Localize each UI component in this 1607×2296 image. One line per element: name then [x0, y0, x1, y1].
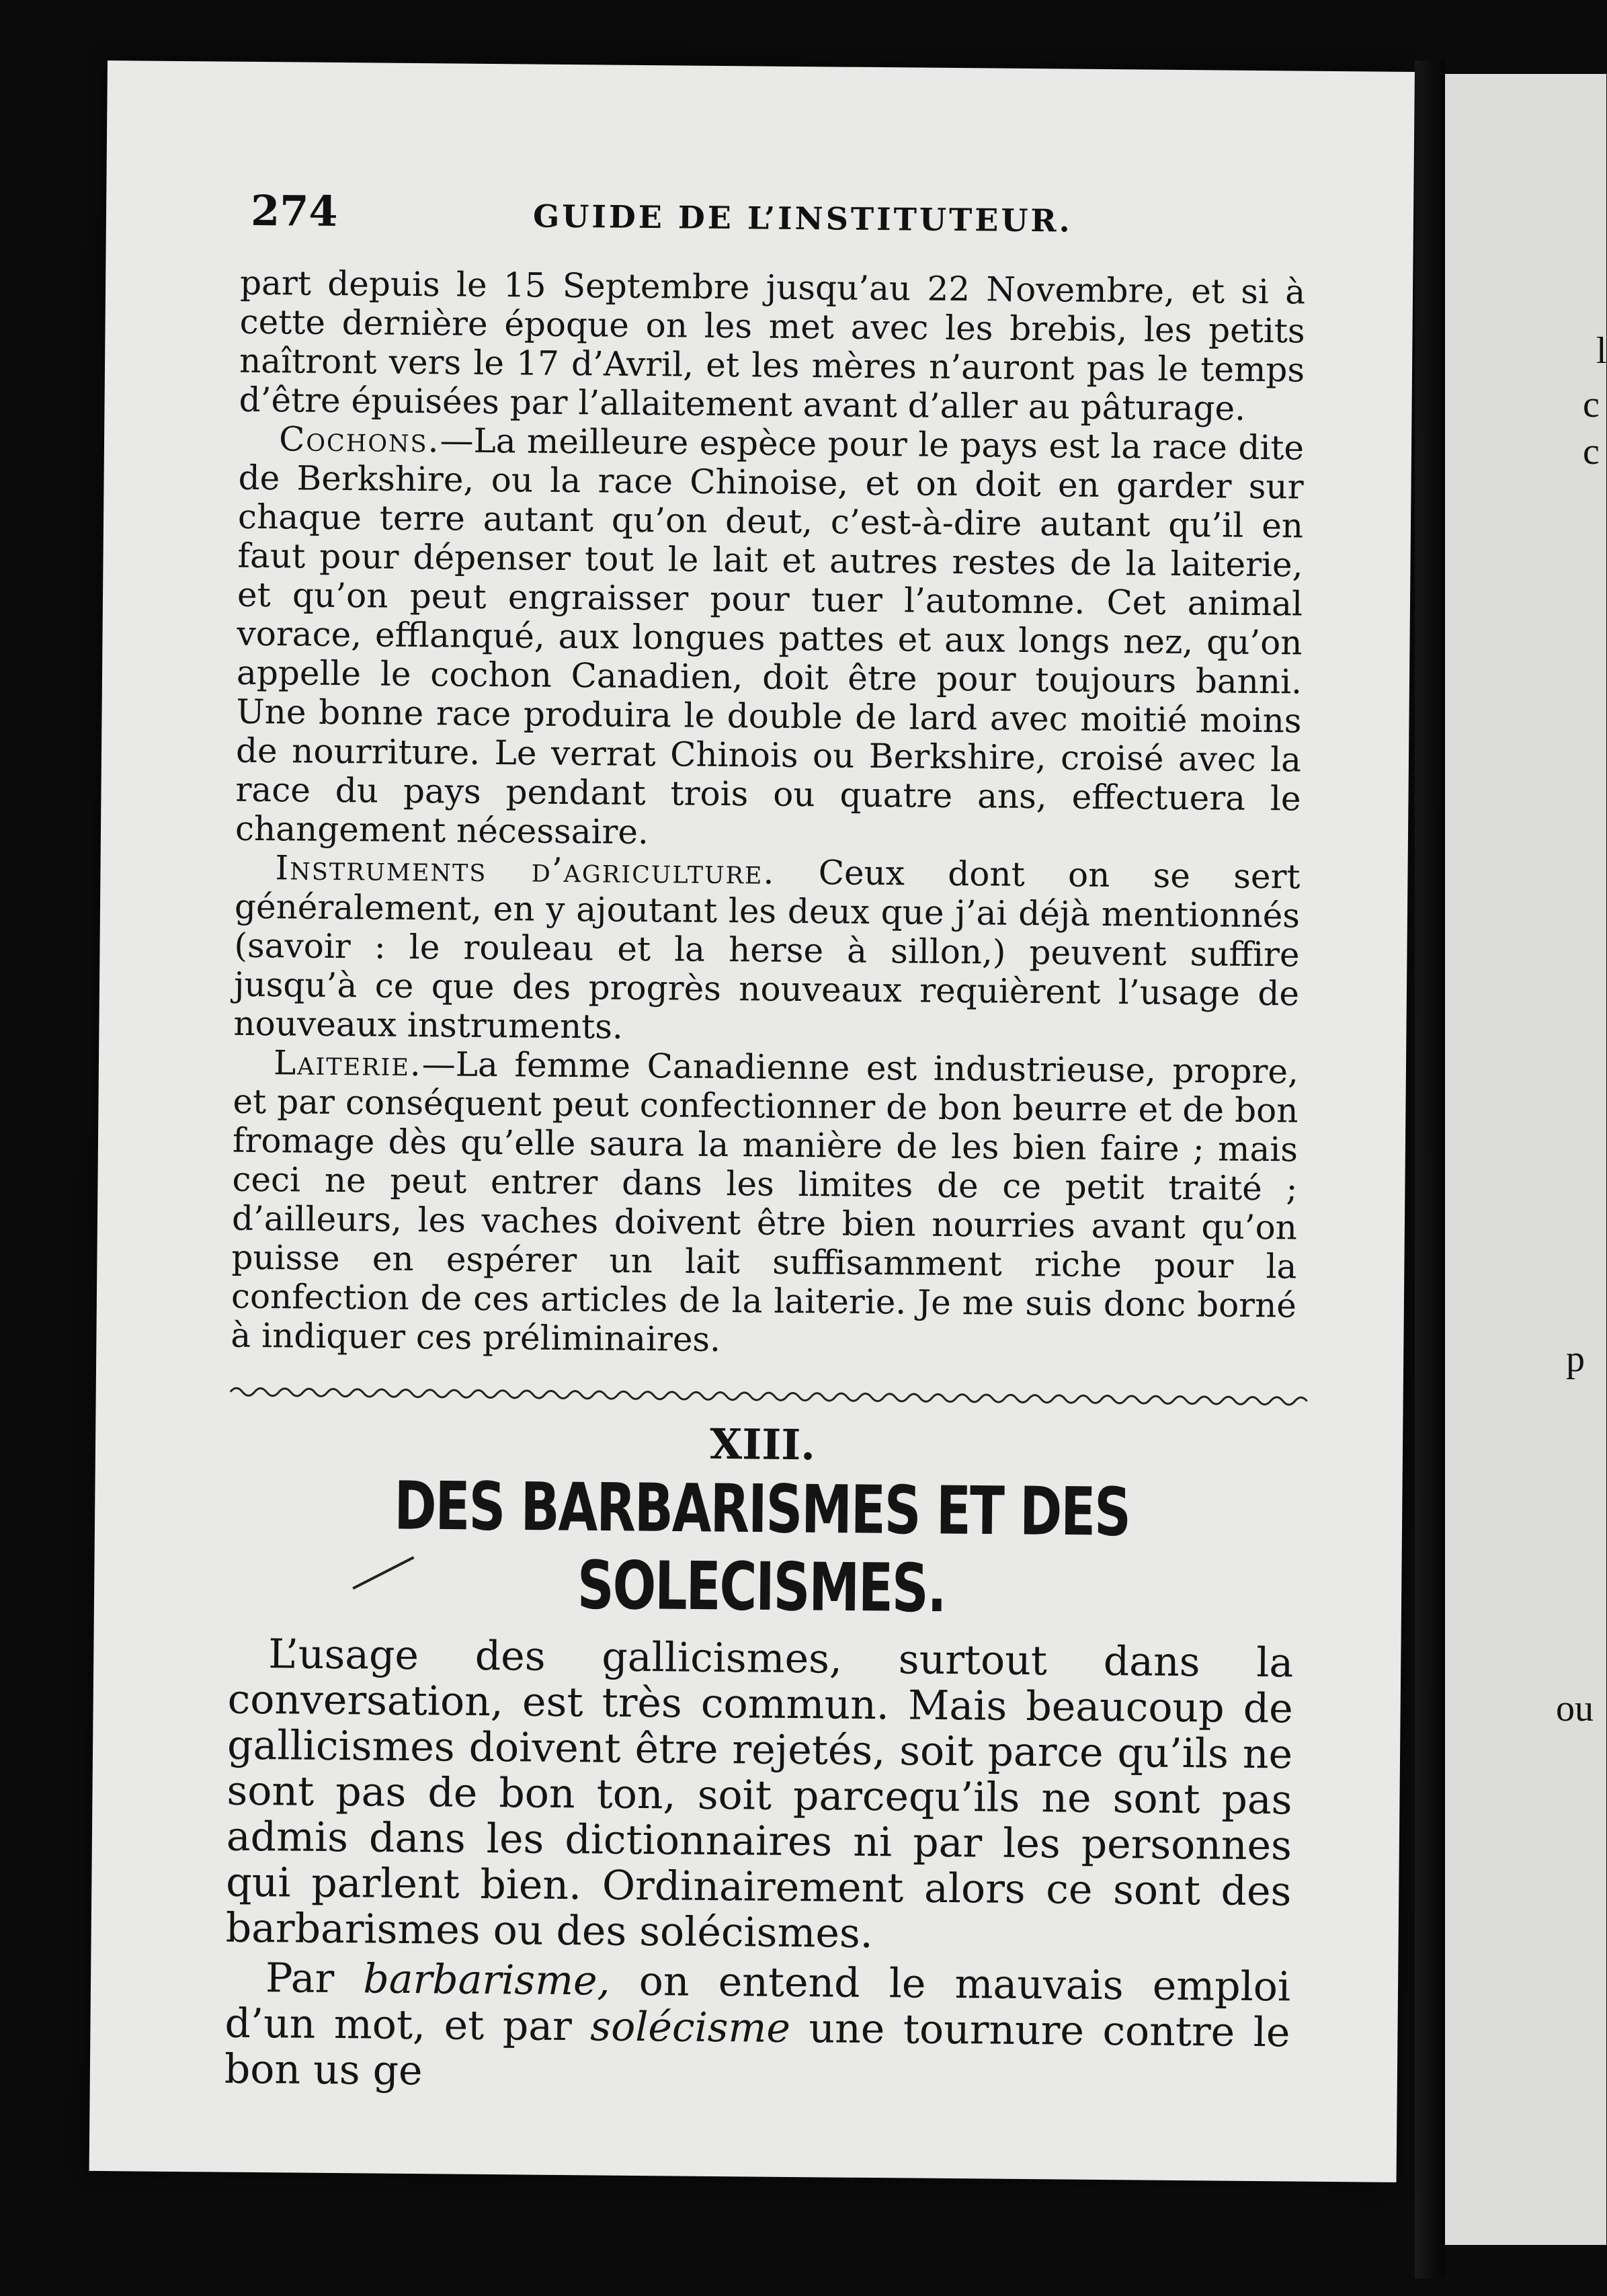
paragraph-pigs: [235, 419, 1305, 858]
paragraph-gallicisms: L’usage des gallicismes, surtout dans la conversation, est très commun. Mais beaucoup de gallicismes doivent être rejetés, soit parce qu’ils ne sont pas de bon ton, soit parcequ’ils ne sont pas admis dans les dictionnaires ni par les personnes qui parlent bien. Ordinairement alors ce sont des barbarismes ou des solécismes.: [225, 1631, 1294, 1958]
paragraph-text: —La meilleure espèce pour le pays est la race dite de Berkshire, ou la race Chinoise, et on doit en garder sur chaque terre autant qu’on deut, c’est-à-dire autant qu’il en faut pour dépenser tout le lait et autres restes de la laiterie, et qu’on peut engraisser pour tuer l’automne. Cet animal vorace, efflanqué, aux longues pattes et aux longs nez, qu’on appelle le cochon Canadien, doit être pour toujours banni. Une bonne race produira le double de lard avec moitié moins de nourriture. Le verrat Chinois ou Berkshire, croisé avec la race du pays pendant trois ou quatre ans, effectuera le changement nécessaire.: [235, 421, 1305, 852]
paragraph-sheep-continued: part depuis le 15 Septembre jusqu’au 22 Novembre, et si à cette dernière époque on les met avec les brebis, les petits naîtront vers le 17 d’Avril, et les mères n’auront pas le temps d’être épuisées par l’allaitement avant d’aller au pâturage.: [239, 263, 1306, 428]
adjacent-page-fragment: p: [1566, 1338, 1585, 1380]
section-livestock: [231, 263, 1305, 1364]
section-barbarisms: [224, 1631, 1294, 2102]
paragraph-definitions: [224, 1955, 1291, 2102]
paragraph-text: on entend le mauvais emploi d’un mot, et par: [224, 1957, 1291, 2051]
book-page: [89, 60, 1415, 2182]
paragraph-text: —La femme Canadienne est industrieuse, propre, et par conséquent peut confectionner de bon beurre et de bon fromage dès qu’elle saura la manière de les bien faire ; mais ceci ne peut entrer dans les limites de ce petit traité ; d’ailleurs, les vaches doivent être bien nourries avant qu’on puisse en espérer un lait suffisamment riche pour la confection de ces articles de la laiterie. Je me suis donc borné à indiquer ces préliminaires.: [231, 1044, 1299, 1360]
chapter-title: DES BARBARISMES ET DES SOLECISMES.: [394, 1467, 1130, 1627]
wavy-section-divider: [231, 1382, 1296, 1411]
chapter-number: XIII.: [709, 1419, 816, 1470]
paragraph-instruments: [233, 848, 1300, 1053]
book-gutter-shadow: [1415, 60, 1445, 2279]
paragraph-text: une tournure contre le bon us ge: [224, 2004, 1290, 2095]
running-head: GUIDE DE L’INSTITUTEUR.: [532, 198, 1073, 239]
adjacent-page-fragment: l: [1596, 330, 1607, 372]
term-barbarisme: barbarisme,: [363, 1955, 610, 2005]
page-number: 274: [250, 186, 338, 236]
page-body: [224, 263, 1306, 2102]
paragraph-heading: Instruments d’agriculture.: [275, 848, 776, 892]
paragraph-heading: Laiterie.: [273, 1043, 423, 1084]
term-solecisme: solécisme: [590, 2003, 791, 2052]
wavy-line-ornament: [231, 1382, 1296, 1411]
adjacent-page-edge: [1445, 74, 1606, 2245]
adjacent-page-fragment: c: [1583, 431, 1600, 473]
adjacent-page-fragment: ou: [1556, 1688, 1594, 1729]
adjacent-page-fragment: c: [1583, 384, 1600, 425]
page-header: [251, 186, 1394, 250]
paragraph-heading: Cochons.: [278, 419, 440, 460]
paragraph-text: Ceux dont on se sert généralement, en y ajoutant les deux que j’ai déjà mentionnés (savoir : le rouleau et la herse à sillon,) peuvent suffire jusqu’à ce que des progrès nouveaux requièrent l’usage de nouveaux instruments.: [233, 852, 1301, 1047]
paragraph-text: Par: [265, 1955, 364, 2003]
ink-stroke-mark: [349, 1551, 417, 1592]
paragraph-dairy: [231, 1043, 1299, 1364]
